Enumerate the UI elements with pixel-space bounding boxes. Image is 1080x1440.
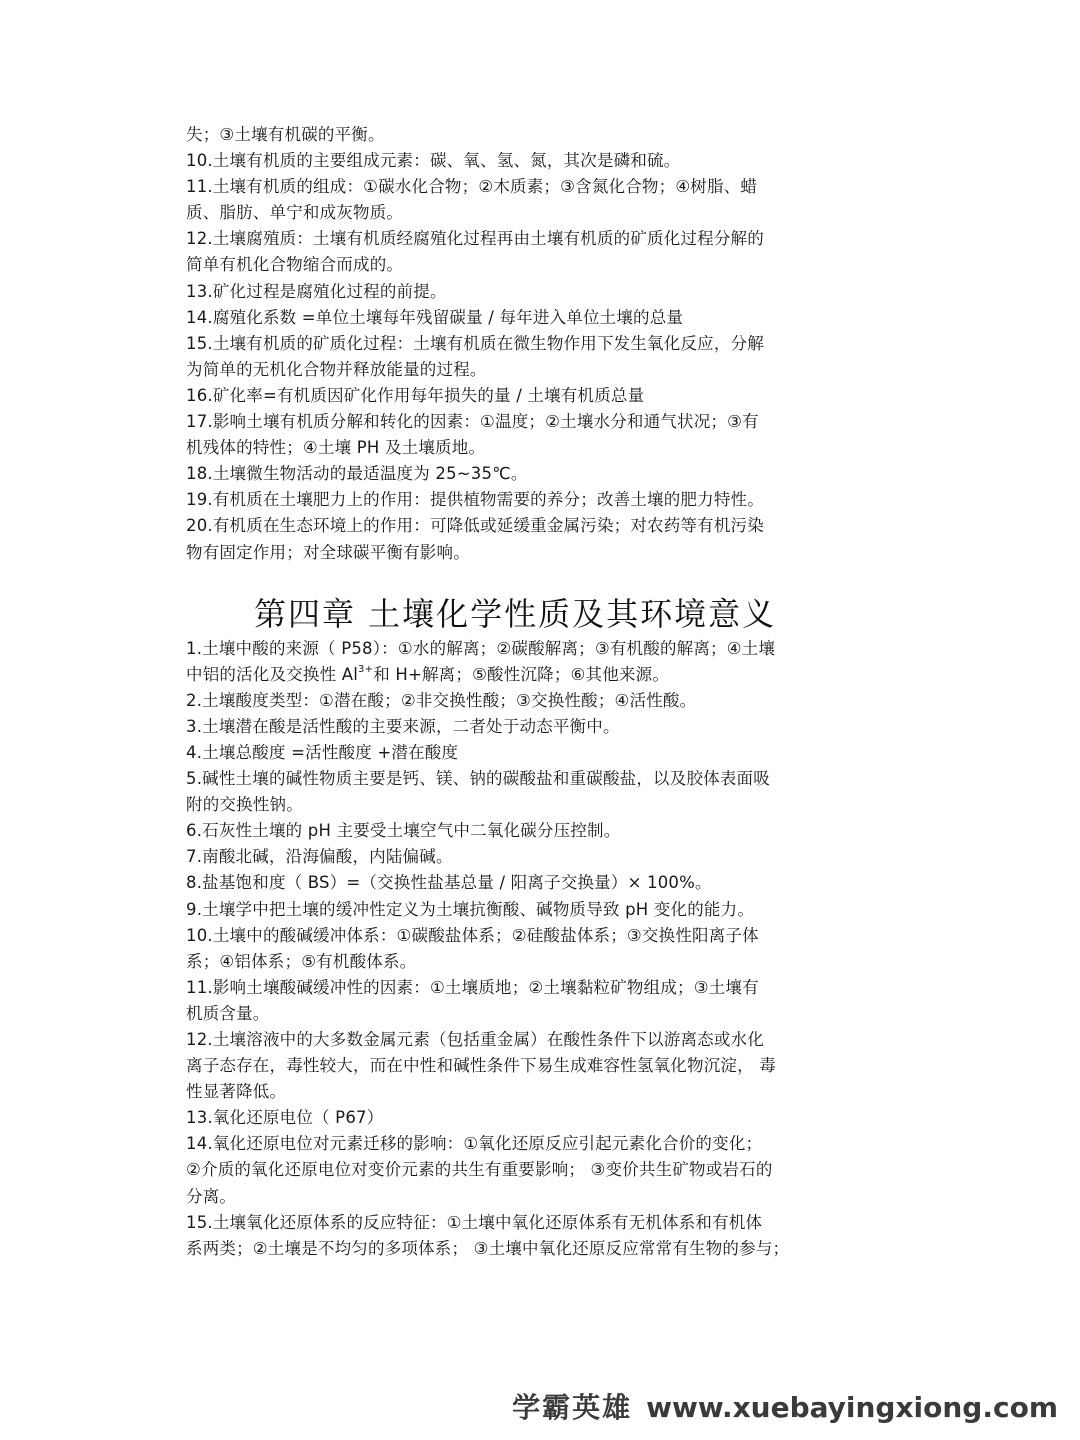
text-line: 14.腐殖化系数 =单位土壤每年残留碳量 / 每年进入单位土壤的总量 xyxy=(186,307,684,327)
text-line: 17.影响土壤有机质分解和转化的因素：①温度；②土壤水分和通气状况；③有 xyxy=(186,412,759,432)
text-line: 机残体的特性；④土壤 PH 及土壤质地。 xyxy=(186,438,486,458)
text-line: 为简单的无机化合物并释放能量的过程。 xyxy=(186,359,487,379)
text-line: 2.土壤酸度类型：①潜在酸；②非交换性酸；③交换性酸；④活性酸。 xyxy=(186,690,697,710)
text-line: 分离。 xyxy=(186,1186,237,1206)
text-line: 12.土壤腐殖质：土壤有机质经腐殖化过程再由土壤有机质的矿质化过程分解的 xyxy=(186,229,764,249)
watermark-url: www.xuebayingxiong.com xyxy=(646,1391,1058,1424)
text-line: 19.有机质在土壤肥力上的作用：提供植物需要的养分；改善土壤的肥力特性。 xyxy=(186,490,764,510)
text-line: 失；③土壤有机碳的平衡。 xyxy=(186,125,385,144)
document-page xyxy=(186,122,906,1262)
text-line: 10.土壤中的酸碱缓冲体系：①碳酸盐体系；②硅酸盐体系；③交换性阳离子体 xyxy=(186,925,759,945)
text-line: 简单有机化合物缩合而成的。 xyxy=(186,255,404,275)
text-line: 16.矿化率=有机质因矿化作用每年损失的量 / 土壤有机质总量 xyxy=(186,385,645,405)
text-line: 10.土壤有机质的主要组成元素：碳、氧、氢、氮，其次是磷和硫。 xyxy=(186,151,681,171)
section-gap xyxy=(186,566,906,592)
text-line: 8.盐基饱和度（ BS）=（交换性盐基总量 / 阳离子交换量）× 100%。 xyxy=(186,873,712,893)
text-line: 9.土壤学中把土壤的缓冲性定义为土壤抗衡酸、碱物质导致 pH 变化的能力。 xyxy=(186,899,755,919)
text-line: 系；④铝体系；⑤有机酸体系。 xyxy=(186,951,417,971)
text-line: 20.有机质在生态环境上的作用：可降低或延缓重金属污染；对农药等有机污染 xyxy=(186,516,764,536)
text-line: 物有固定作用；对全球碳平衡有影响。 xyxy=(186,542,470,562)
text-line: 13.氧化还原电位（ P67） xyxy=(186,1108,384,1128)
text-line: 性显著降低。 xyxy=(186,1082,287,1102)
text-line: 15.土壤氧化还原体系的反应特征：①土壤中氧化还原体系有无机体系和有机体 xyxy=(186,1212,763,1232)
chapter-title: 第四章 土壤化学性质及其环境意义 xyxy=(254,594,777,633)
site-watermark xyxy=(512,1386,1058,1426)
text-line: 7.南酸北碱，沿海偏酸，内陆偏碱。 xyxy=(186,847,453,867)
text-line: 11.影响土壤酸碱缓冲性的因素：①土壤质地；②土壤黏粒矿物组成；③土壤有 xyxy=(186,977,759,997)
text-line: 13.矿化过程是腐殖化过程的前提。 xyxy=(186,281,447,301)
text-line: 4.土壤总酸度 =活性酸度 +潜在酸度 xyxy=(186,742,459,762)
text-line: 15.土壤有机质的矿质化过程：土壤有机质在微生物作用下发生氧化反应，分解 xyxy=(186,333,764,353)
text-line: ②介质的氧化还原电位对变价元素的共生有重要影响； ③变价共生矿物或岩石的 xyxy=(186,1160,773,1180)
text-line: 14.氧化还原电位对元素迁移的影响：①氧化还原反应引起元素化合价的变化； xyxy=(186,1134,763,1154)
superscript: 3+ xyxy=(358,663,374,675)
text-line: 中铝的活化及交换性 $Al^{3+}$和 H+解离；⑤酸性沉降；⑥其他来源。 xyxy=(186,663,670,684)
text-line: 11.土壤有机质的组成：①碳水化合物；②木质素；③含氮化合物；④树脂、蜡 xyxy=(186,177,758,197)
text-line: 机质含量。 xyxy=(186,1003,270,1023)
text-line: 18.土壤微生物活动的最适温度为 25~35℃。 xyxy=(186,464,528,484)
section-chemical-properties xyxy=(186,688,906,1262)
text-line: 附的交换性钠。 xyxy=(186,795,303,815)
text-line: 6.石灰性土壤的 pH 主要受土壤空气中二氧化碳分压控制。 xyxy=(186,821,621,841)
text-line: 系两类；②土壤是不均匀的多项体系； ③土壤中氧化还原反应常常有生物的参与； xyxy=(186,1238,790,1258)
text-line: 质、脂肪、单宁和成灰物质。 xyxy=(186,203,404,223)
section-organic-matter xyxy=(186,122,906,566)
text-line: 3.土壤潜在酸是活性酸的主要来源，二者处于动态平衡中。 xyxy=(186,716,620,736)
text-line: 12.土壤溶液中的大多数金属元素（包括重金属）在酸性条件下以游离态或水化 xyxy=(186,1030,764,1049)
text-line: 离子态存在，毒性较大，而在中性和碱性条件下易生成难容性氢氧化物沉淀， 毒 xyxy=(186,1056,776,1076)
text-line: 1.土壤中酸的来源（ P58）：①水的解离；②碳酸解离；③有机酸的解离；④土壤 xyxy=(186,638,776,658)
text-line: 5.碱性土壤的碱性物质主要是钙、镁、钠的碳酸盐和重碳酸盐，以及胶体表面吸 xyxy=(186,769,770,789)
watermark-brand: 学霸英雄 xyxy=(512,1391,633,1424)
